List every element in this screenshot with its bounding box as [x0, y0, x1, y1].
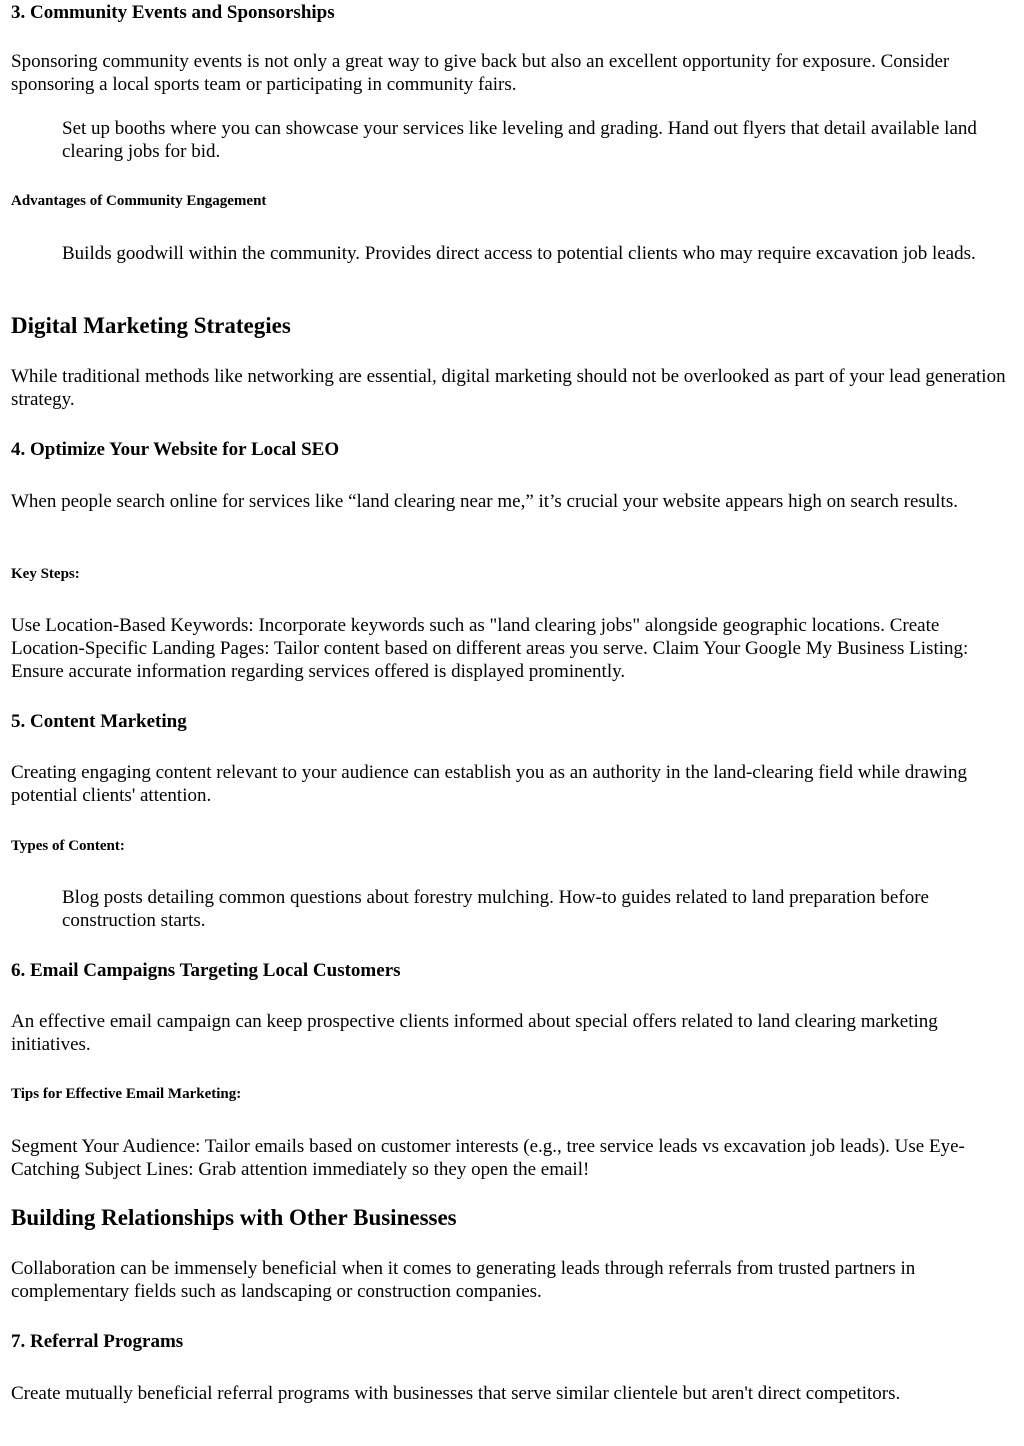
subheading-key-steps: Key Steps: [11, 566, 80, 582]
paragraph-email-campaigns: An effective email campaign can keep prospective clients informed about special offers related to land clearing marketing initiatives. [11, 1011, 938, 1055]
subheading-email-tips: Tips for Effective Email Marketing: [11, 1086, 242, 1102]
section-heading-email-campaigns: 6. Email Campaigns Targeting Local Customers [11, 960, 401, 981]
paragraph-local-seo: When people search online for services like “land clearing near me,” it’s crucial your website appears high on search results. [11, 491, 958, 512]
paragraph-email-tips: Segment Your Audience: Tailor emails based on customer interests (e.g., tree service leads vs excavation job leads). Use Eye-Catching Subject Lines: Grab attention immediately so they open the email! [11, 1136, 965, 1180]
paragraph-relationships: Collaboration can be immensely beneficial when it comes to generating leads through referrals from trusted partners in complementary fields such as landscaping or construction companies. [11, 1258, 916, 1302]
blockquote-types: Blog posts detailing common questions about forestry mulching. How-to guides related to land preparation before construction starts. [62, 887, 929, 931]
section-heading-relationships: Building Relationships with Other Businesses [11, 1205, 457, 1230]
section-heading-local-seo: 4. Optimize Your Website for Local SEO [11, 439, 340, 460]
subheading-types-of-content: Types of Content: [11, 838, 125, 854]
section-heading-digital-marketing: Digital Marketing Strategies [11, 313, 291, 338]
blockquote-goodwill: Builds goodwill within the community. Provides direct access to potential clients who may require excavation job leads. [62, 243, 976, 264]
section-heading-referral-programs: 7. Referral Programs [11, 1331, 184, 1352]
paragraph-referral-programs: Create mutually beneficial referral programs with businesses that serve similar clientele but aren't direct competitors. [11, 1383, 901, 1404]
paragraph-key-steps: Use Location-Based Keywords: Incorporate keywords such as "land clearing jobs" alongside geographic locations. Create Location-Specific Landing Pages: Tailor content based on different areas you serve. Claim Your Google My Business Listing: Ensure accurate information regarding services offered is displayed prominently. [11, 615, 969, 682]
paragraph-sponsoring: Sponsoring community events is not only a great way to give back but also an excellent opportunity for exposure. Consider sponsoring a local sports team or participating in community fairs. [11, 51, 950, 95]
paragraph-digital: While traditional methods like networking are essential, digital marketing should not be overlooked as part of your lead generation strategy. [11, 366, 1006, 410]
section-heading-content-marketing: 5. Content Marketing [11, 711, 187, 732]
paragraph-content-marketing: Creating engaging content relevant to your audience can establish you as an authority in the land-clearing field while drawing potential clients' attention. [11, 762, 968, 806]
blockquote-booths: Set up booths where you can showcase your services like leveling and grading. Hand out flyers that detail available land clearing jobs for bid. [62, 118, 977, 162]
subheading-advantages: Advantages of Community Engagement [11, 193, 267, 209]
section-heading-community-events: 3. Community Events and Sponsorships [11, 2, 335, 23]
